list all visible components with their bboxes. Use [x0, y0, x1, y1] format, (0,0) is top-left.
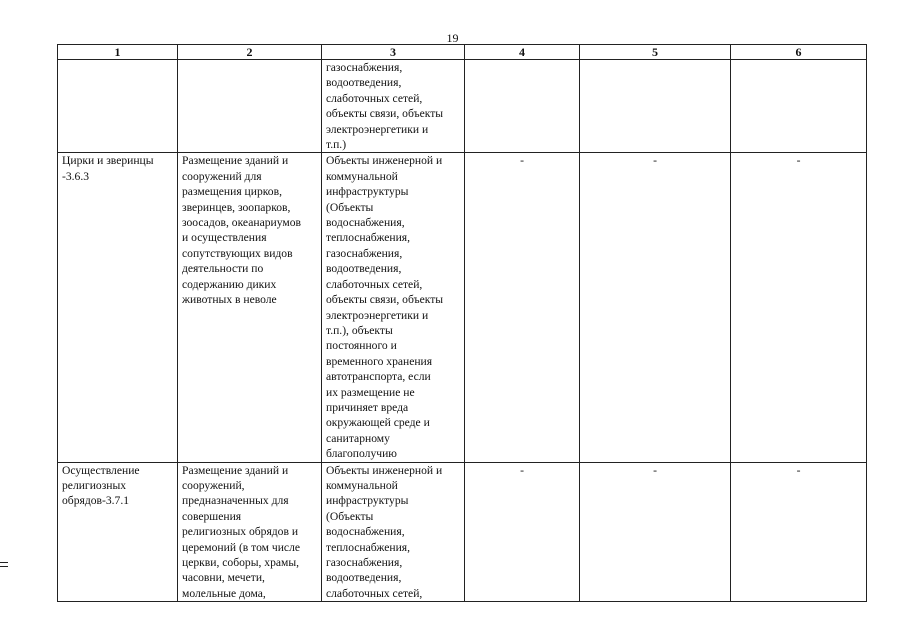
table-cell: Размещение зданий и сооружений, предназначенных для совершения религиозных обрядов и церемоний (в том числе церкви, соборы, храмы, часовни, мечети, молельные дома,: [178, 462, 322, 602]
table-row: [58, 462, 867, 602]
table-row: [58, 60, 867, 153]
column-header-2: 2: [178, 45, 322, 60]
column-header-5: 5: [580, 45, 731, 60]
table-cell: Цирки и зверинцы -3.6.3: [58, 153, 178, 462]
table-cell: газоснабжения, водоотведения, слаботочных сетей, объекты связи, объекты электроэнергетики и т.п.): [322, 60, 465, 153]
table-cell: [58, 60, 178, 153]
column-header-1: 1: [58, 45, 178, 60]
table-cell: -: [580, 462, 731, 602]
table-cell: -: [580, 153, 731, 462]
table-cell: Размещение зданий и сооружений для размещения цирков, зверинцев, зоопарков, зоосадов, океанариумов и осуществления сопутствующих видов деятельности по содержанию диких животных в неволе: [178, 153, 322, 462]
table-cell: -: [465, 462, 580, 602]
table-cell: Осуществление религиозных обрядов-3.7.1: [58, 462, 178, 602]
table-header-row: [58, 45, 867, 60]
margin-binding-mark: [0, 562, 8, 567]
table-cell: [731, 60, 867, 153]
table-cell: -: [731, 462, 867, 602]
column-header-6: 6: [731, 45, 867, 60]
table-row: [58, 153, 867, 462]
table-cell: [580, 60, 731, 153]
table-cell: [178, 60, 322, 153]
table-cell: [465, 60, 580, 153]
table-cell: Объекты инженерной и коммунальной инфраструктуры (Объекты водоснабжения, теплоснабжения, газоснабжения, водоотведения, слаботочных сетей, объекты связи, объекты электроэнергетики и т.п.), объекты постоянного и временного хранения автотранспорта, если их размещение не причиняет вреда окружающей среде и санитарному благополучию: [322, 153, 465, 462]
column-header-3: 3: [322, 45, 465, 60]
page-number: 19: [446, 31, 459, 45]
column-header-4: 4: [465, 45, 580, 60]
table-cell: Объекты инженерной и коммунальной инфраструктуры (Объекты водоснабжения, теплоснабжения, газоснабжения, водоотведения, слаботочных сетей,: [322, 462, 465, 602]
table-cell: -: [465, 153, 580, 462]
land-use-table: [57, 44, 867, 602]
table-cell: -: [731, 153, 867, 462]
